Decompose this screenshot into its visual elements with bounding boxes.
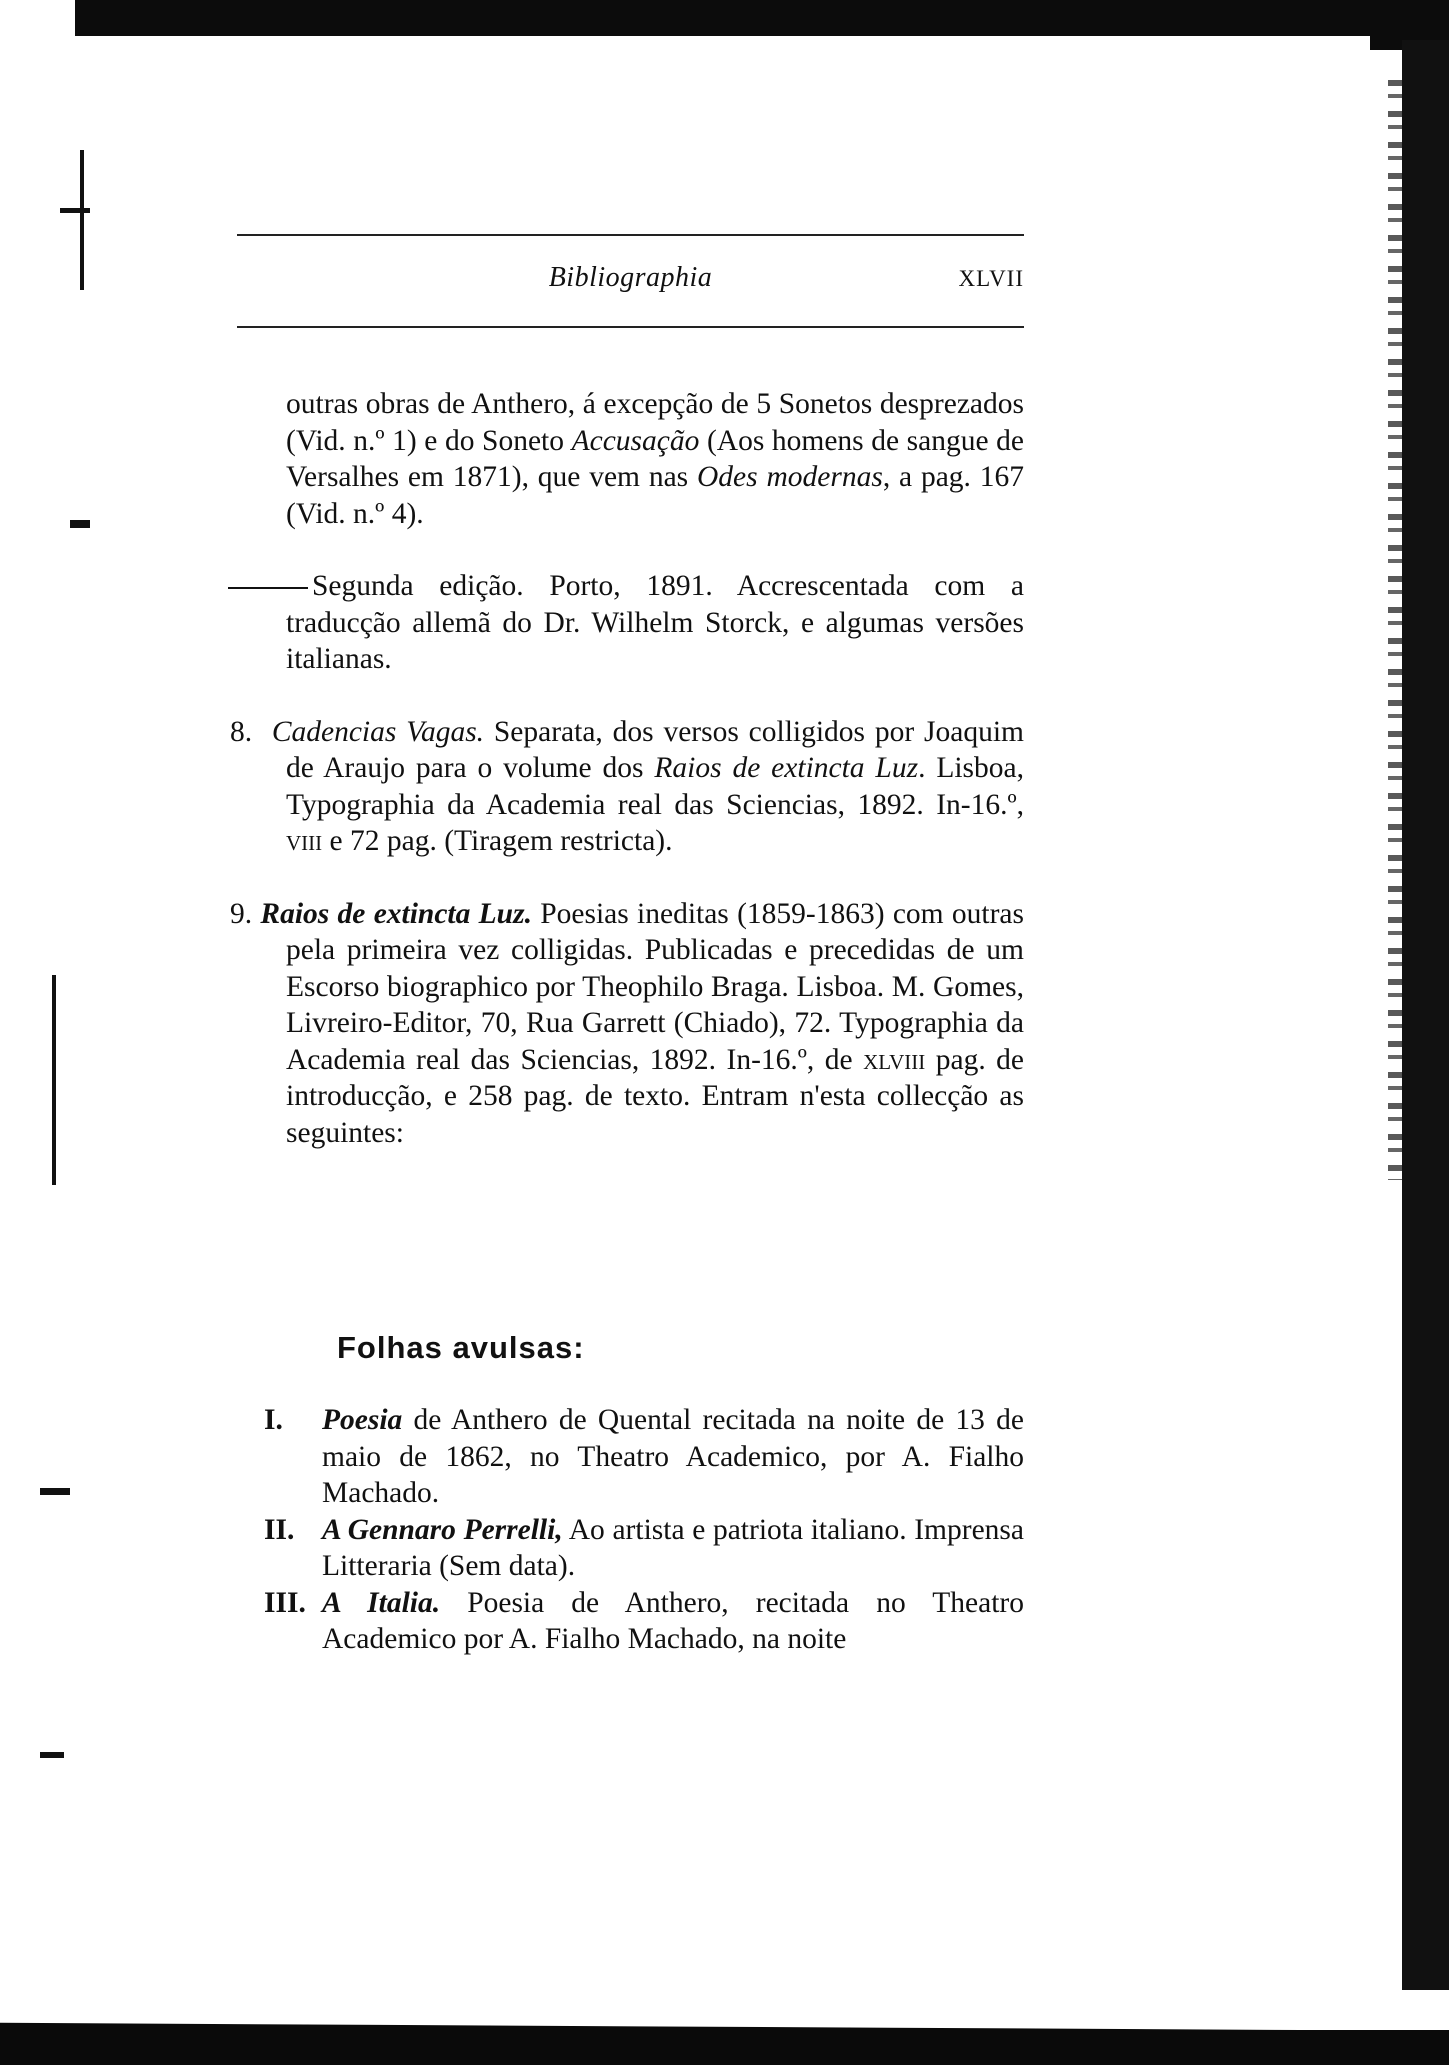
- list-item: II. A Gennaro Perrelli, Ao artista e patriota italiano. Imprensa Litteraria (Sem data).: [264, 1513, 1024, 1582]
- list-item: I. Poesia de Anthero de Quental recitada na noite de 13 de maio de 1862, no Theatro Academico, por A. Fialho Machado.: [264, 1404, 1024, 1509]
- list-item: III. A Italia. Poesia de Anthero, recitada no Theatro Academico por A. Fialho Machado, na noite: [264, 1586, 1024, 1655]
- running-head: [237, 262, 1024, 302]
- scan-border-right: [1402, 40, 1449, 1990]
- entry-8: 8. Cadencias Vagas. Separata, dos versos colligidos por Joaquim de Araujo para o volume dos Raios de extincta Luz. Lisboa, Typographia da Academia real das Sciencias, 1892. In-16.º, viii e 72 pag. (Tiragem restricta).: [230, 715, 1024, 857]
- margin-mark: [40, 1752, 64, 1758]
- margin-mark: [1405, 855, 1411, 930]
- section-heading: Folhas avulsas:: [337, 1330, 585, 1365]
- segunda-edicao-paragraph: Segunda edição. Porto, 1891. Accrescentada com a traducção allemã do Dr. Wilhelm Storck, e algumas versões italianas.: [286, 568, 1024, 678]
- folhas-avulsas-list: [264, 1402, 1024, 1658]
- margin-mark: [40, 1488, 70, 1495]
- header-rule-bottom: [237, 326, 1024, 328]
- scan-edge-noise: [1388, 80, 1402, 1180]
- intro-paragraph: outras obras de Anthero, á excepção de 5 Sonetos desprezados (Vid. n.º 1) e do Soneto Accusação (Aos homens de sangue de Versalhes em 1871), que vem nas Odes modernas, a pag. 167 (Vid. n.º 4).: [286, 388, 1025, 530]
- header-rule-top: [237, 234, 1024, 236]
- margin-mark: [60, 208, 90, 213]
- body-text: [230, 386, 1025, 1151]
- entry-9: 9. Raios de extincta Luz. Poesias ineditas (1859-1863) com outras pela primeira vez colligidas. Publicadas e precedidas de um Escorso biographico por Theophilo Braga. Lisboa. M. Gomes, Livreiro-Editor, 70, Rua Garrett (Chiado), 72. Typographia da Academia real das Sciencias, 1892. In-16.º, de xlviii pag. de introducção, e 258 pag. de texto. Entram n'esta collecção as seguintes:: [230, 897, 1024, 1149]
- page-number: XLVII: [958, 266, 1024, 291]
- running-head-title: Bibliographia: [548, 262, 713, 293]
- scan-border-bottom: [0, 2030, 1449, 2065]
- margin-mark: [80, 150, 84, 290]
- margin-mark: [70, 520, 90, 528]
- scan-border-top: [75, 0, 1449, 36]
- scan-border-bottom-shadow: [0, 2012, 1300, 2030]
- margin-mark: [52, 975, 56, 1185]
- ditto-dash: [228, 587, 308, 589]
